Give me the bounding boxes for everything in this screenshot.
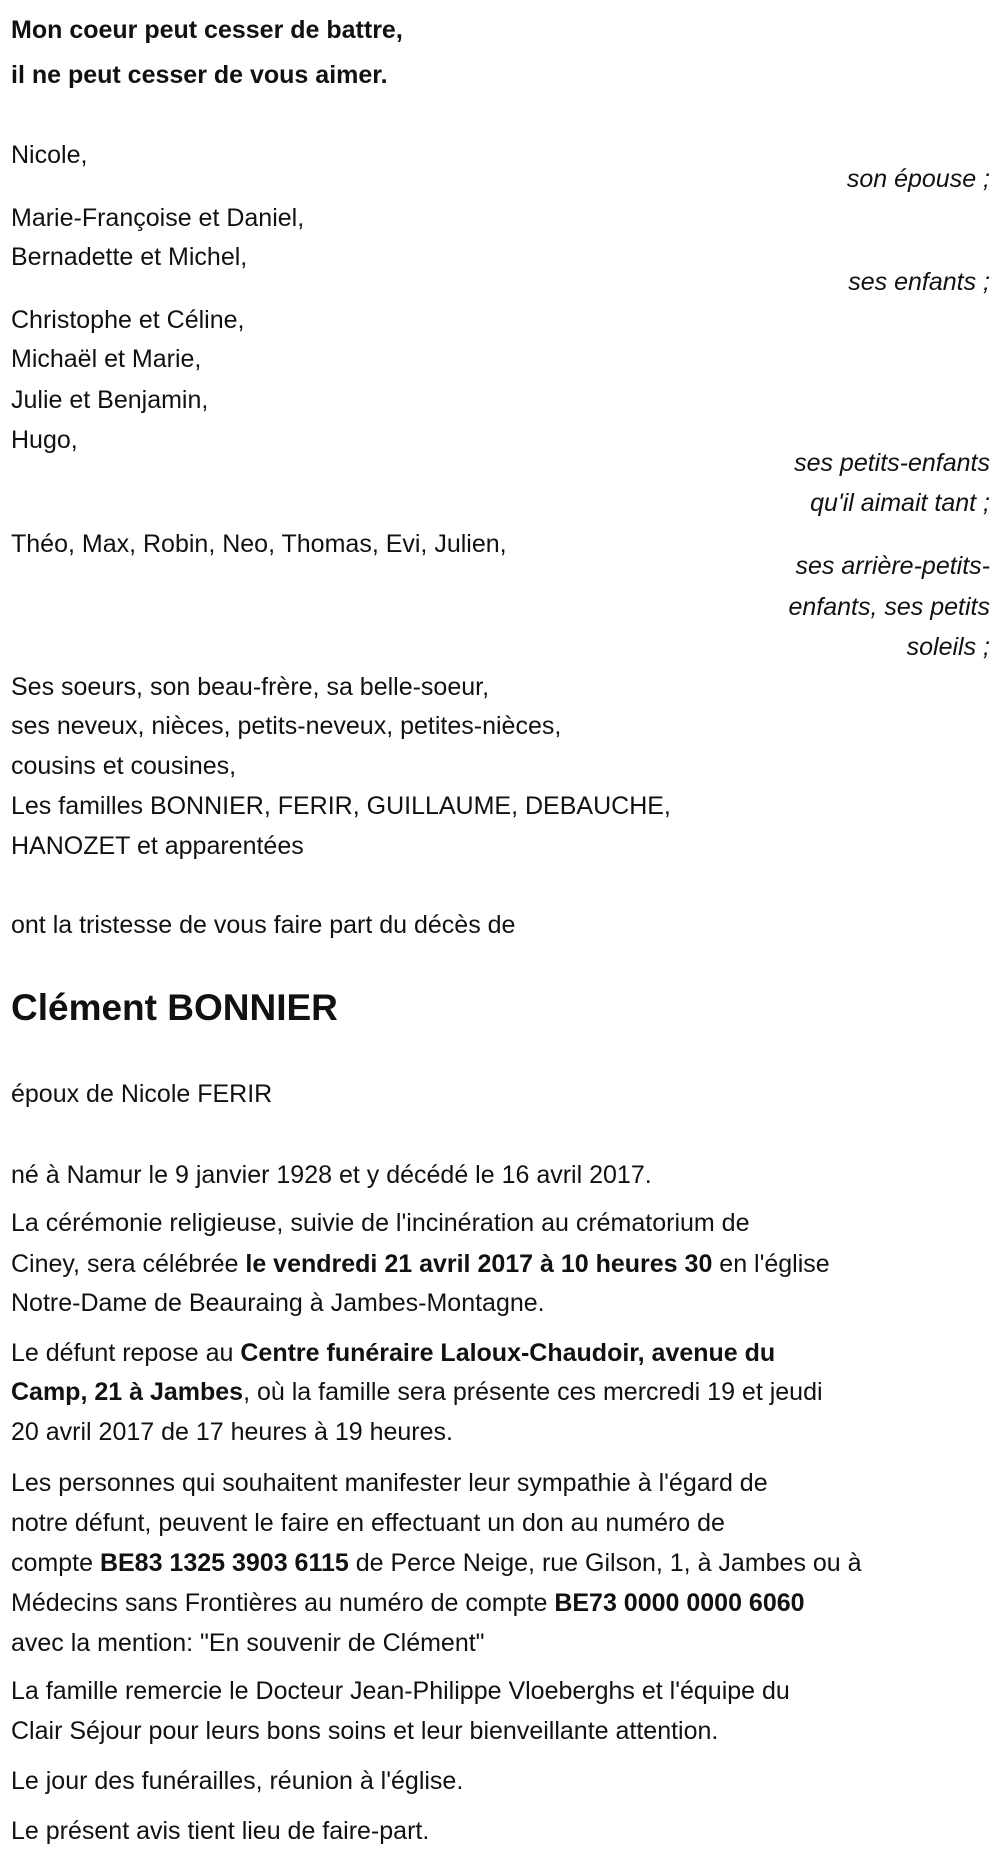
family-member-line: Michaël et Marie, bbox=[11, 345, 202, 373]
text-segment: Médecins sans Frontières au numéro de compte bbox=[11, 1589, 555, 1617]
text-segment: Le défunt repose au bbox=[11, 1339, 241, 1367]
paragraph-line bbox=[11, 1463, 768, 1503]
text-segment: Le présent avis tient lieu de faire-part. bbox=[11, 1817, 430, 1845]
text-segment: , où la famille sera présente ces mercredi 19 et jeudi bbox=[243, 1378, 823, 1406]
text-segment: 20 avril 2017 de 17 heures à 19 heures. bbox=[11, 1418, 453, 1446]
family-member-line: Nicole, bbox=[11, 141, 88, 169]
family-member-line: Christophe et Céline, bbox=[11, 306, 245, 334]
deceased-name: Clément BONNIER bbox=[11, 987, 338, 1028]
spouse-line: époux de Nicole FERIR bbox=[11, 1080, 273, 1108]
paragraph-line bbox=[11, 1503, 725, 1543]
text-segment: Le jour des funérailles, réunion à l'église. bbox=[11, 1767, 464, 1795]
relation-label: soleils ; bbox=[906, 633, 990, 661]
paragraph-line bbox=[11, 1623, 485, 1663]
epigraph-line: Mon coeur peut cesser de battre, bbox=[11, 16, 403, 44]
paragraph-line bbox=[11, 1543, 862, 1583]
emphasized-text: Camp, 21 à Jambes bbox=[11, 1378, 244, 1406]
paragraph-line bbox=[11, 1333, 775, 1373]
relation-label: enfants, ses petits bbox=[788, 593, 990, 621]
relation-label: qu'il aimait tant ; bbox=[810, 489, 990, 517]
family-member-line: Bernadette et Michel, bbox=[11, 243, 248, 271]
relatives-line: Les familles BONNIER, FERIR, GUILLAUME, DEBAUCHE, bbox=[11, 792, 671, 820]
announcement-text: ont la tristesse de vous faire part du décès de bbox=[11, 911, 516, 939]
text-segment: en l'église bbox=[712, 1250, 830, 1278]
paragraph-line bbox=[11, 1671, 790, 1711]
relation-label: ses arrière-petits- bbox=[795, 552, 990, 580]
text-segment: notre défunt, peuvent le faire en effectuant un don au numéro de bbox=[11, 1509, 725, 1537]
epigraph-line: il ne peut cesser de vous aimer. bbox=[11, 61, 388, 89]
paragraph-line bbox=[11, 1412, 453, 1452]
paragraph-line bbox=[11, 1811, 429, 1851]
text-segment: Clair Séjour pour leurs bons soins et leur bienveillante attention. bbox=[11, 1717, 719, 1745]
emphasized-text: Centre funéraire Laloux-Chaudoir, avenue du bbox=[240, 1339, 776, 1367]
paragraph-line bbox=[11, 1244, 830, 1284]
paragraph-line bbox=[11, 1372, 823, 1412]
relatives-line: HANOZET et apparentées bbox=[11, 832, 304, 860]
text-segment: compte bbox=[11, 1549, 100, 1577]
paragraph-line bbox=[11, 1583, 805, 1623]
paragraph-line bbox=[11, 1155, 652, 1195]
relation-label: ses enfants ; bbox=[848, 268, 990, 296]
relatives-line: Ses soeurs, son beau-frère, sa belle-soeur, bbox=[11, 673, 490, 701]
text-segment: Notre-Dame de Beauraing à Jambes-Montagne. bbox=[11, 1289, 545, 1317]
family-member-line: Hugo, bbox=[11, 426, 78, 454]
family-member-line: Marie-Françoise et Daniel, bbox=[11, 204, 305, 232]
text-segment: Les personnes qui souhaitent manifester leur sympathie à l'égard de bbox=[11, 1469, 768, 1497]
text-segment: né à Namur le 9 janvier 1928 et y décédé le 16 avril 2017. bbox=[11, 1161, 652, 1189]
relatives-line: ses neveux, nièces, petits-neveux, petites-nièces, bbox=[11, 712, 562, 740]
emphasized-text: BE83 1325 3903 6115 bbox=[99, 1549, 349, 1577]
relation-label: ses petits-enfants bbox=[794, 449, 990, 477]
paragraph-line bbox=[11, 1761, 463, 1801]
paragraph-line bbox=[11, 1711, 718, 1751]
emphasized-text: BE73 0000 0000 6060 bbox=[554, 1589, 805, 1617]
relation-label: son épouse ; bbox=[846, 165, 990, 193]
text-segment: avec la mention: "En souvenir de Clément" bbox=[11, 1629, 485, 1657]
family-member-line: Julie et Benjamin, bbox=[11, 386, 209, 414]
text-segment: La famille remercie le Docteur Jean-Philippe Vloeberghs et l'équipe du bbox=[11, 1677, 790, 1705]
text-segment: de Perce Neige, rue Gilson, 1, à Jambes ou à bbox=[348, 1549, 862, 1577]
text-segment: Ciney, sera célébrée bbox=[11, 1250, 246, 1278]
text-segment: La cérémonie religieuse, suivie de l'incinération au crématorium de bbox=[11, 1209, 750, 1237]
relatives-line: cousins et cousines, bbox=[11, 752, 237, 780]
paragraph-line bbox=[11, 1203, 750, 1243]
paragraph-line bbox=[11, 1283, 545, 1323]
family-member-line: Théo, Max, Robin, Neo, Thomas, Evi, Julien, bbox=[11, 530, 507, 558]
emphasized-text: le vendredi 21 avril 2017 à 10 heures 30 bbox=[245, 1250, 713, 1278]
